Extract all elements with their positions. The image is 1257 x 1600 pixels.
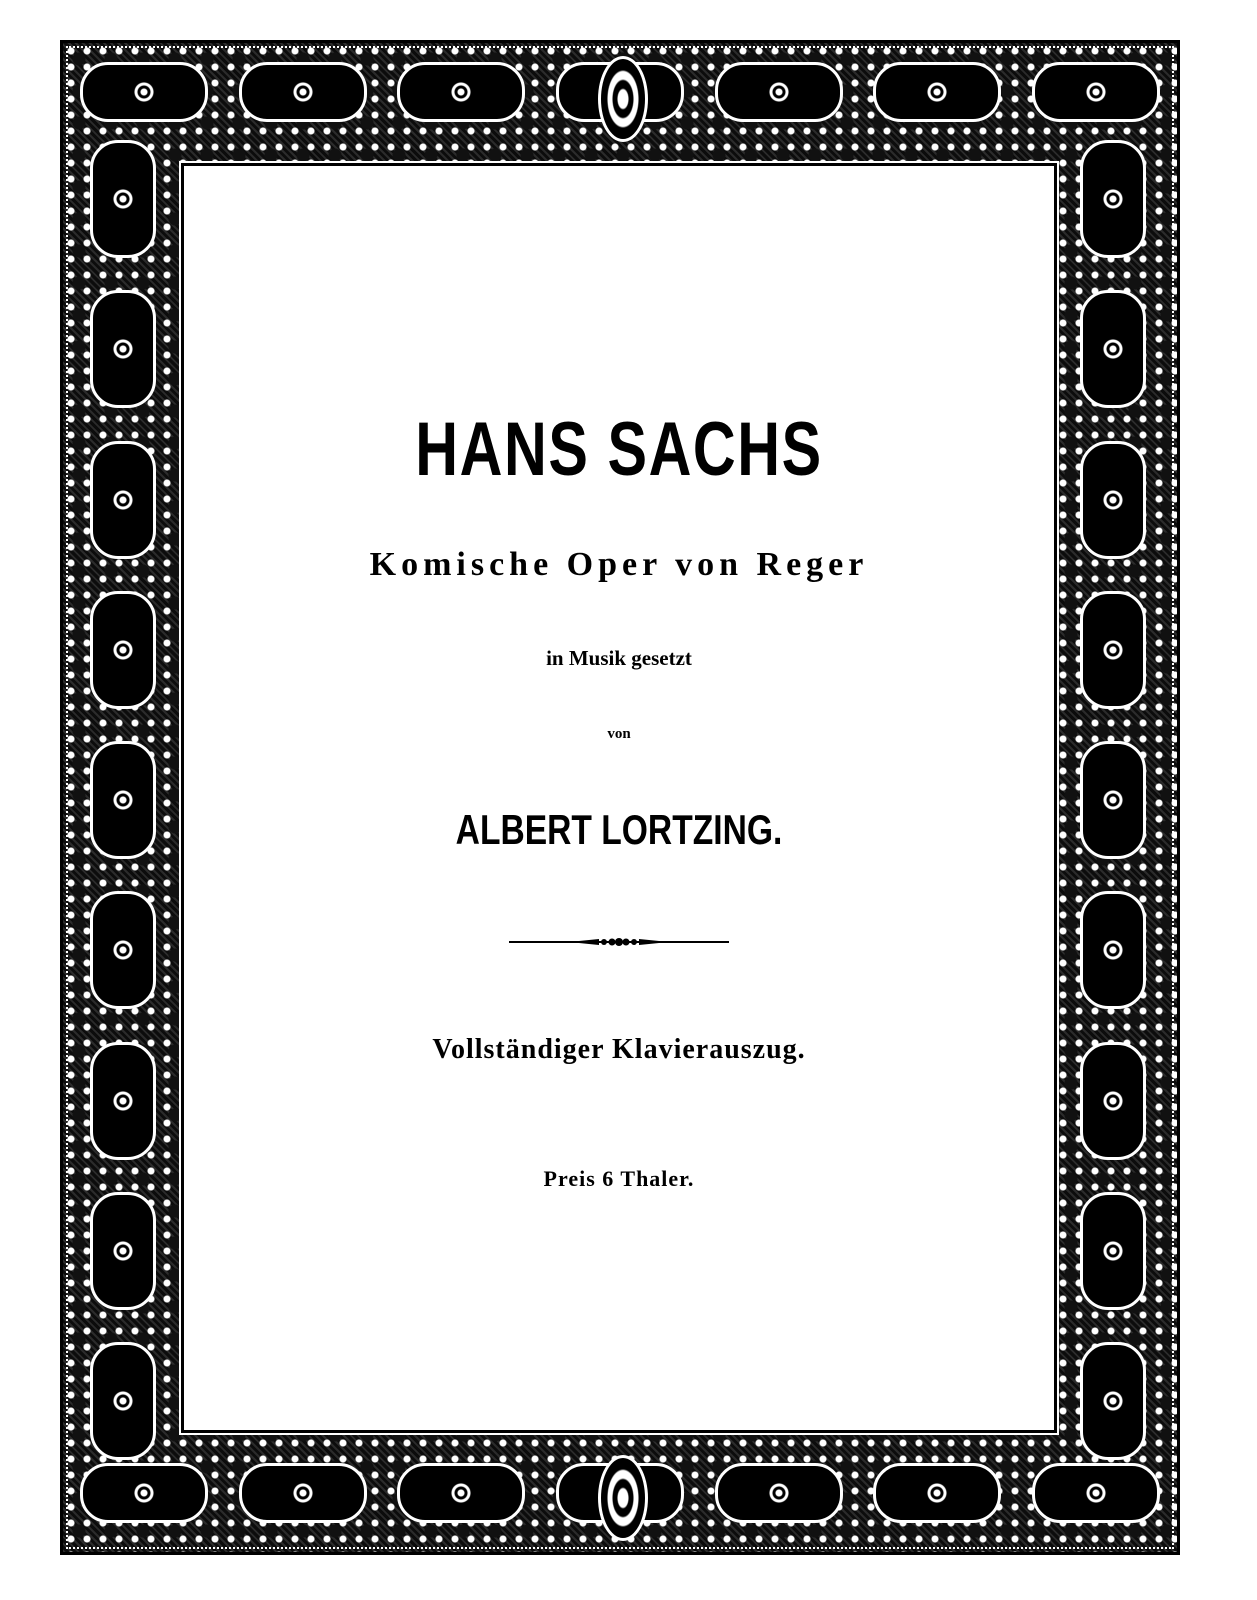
left-ornament-column bbox=[90, 140, 160, 1460]
decorative-rule bbox=[509, 936, 729, 948]
ornament-cartouche bbox=[90, 290, 156, 408]
ornament-cartouche bbox=[239, 62, 367, 122]
ornament-cartouche bbox=[239, 1463, 367, 1523]
ornament-cartouche bbox=[1032, 1463, 1160, 1523]
ornament-cartouche bbox=[90, 441, 156, 559]
opera-subtitle: Komische Oper von Reger bbox=[369, 546, 869, 583]
ornament-cartouche bbox=[90, 1042, 156, 1160]
composer-name: ALBERT LORTZING. bbox=[455, 806, 783, 853]
ornament-cartouche bbox=[90, 1192, 156, 1310]
ornament-cartouche bbox=[397, 1463, 525, 1523]
ornament-cartouche bbox=[1080, 1042, 1146, 1160]
by-line: von bbox=[607, 726, 631, 742]
ornament-cartouche bbox=[1080, 891, 1146, 1009]
ornament-cartouche bbox=[715, 62, 843, 122]
ornament-cartouche bbox=[90, 591, 156, 709]
ornament-cartouche bbox=[873, 1463, 1001, 1523]
ornament-cartouche bbox=[1080, 1342, 1146, 1460]
ornament-cartouche bbox=[397, 62, 525, 122]
ornament-cartouche bbox=[1080, 741, 1146, 859]
ornament-cartouche bbox=[1080, 140, 1146, 258]
ornament-cartouche bbox=[90, 1342, 156, 1460]
ornament-cartouche bbox=[90, 891, 156, 1009]
ornament-cartouche bbox=[1080, 1192, 1146, 1310]
bottom-center-medallion bbox=[598, 1455, 648, 1541]
ornament-cartouche bbox=[80, 62, 208, 122]
title-panel bbox=[181, 163, 1057, 1433]
price-line: Preis 6 Thaler. bbox=[543, 1166, 695, 1191]
ornament-cartouche bbox=[715, 1463, 843, 1523]
ornament-cartouche bbox=[90, 140, 156, 258]
edition-line: Vollständiger Klavierauszug. bbox=[432, 1034, 806, 1065]
ornament-cartouche bbox=[90, 741, 156, 859]
ornament-cartouche bbox=[873, 62, 1001, 122]
ornament-cartouche bbox=[80, 1463, 208, 1523]
set-to-music-line: in Musik gesetzt bbox=[546, 646, 692, 670]
ornament-cartouche bbox=[1080, 290, 1146, 408]
ornament-cartouche bbox=[1032, 62, 1160, 122]
right-ornament-column bbox=[1080, 140, 1150, 1460]
ornament-cartouche bbox=[1080, 441, 1146, 559]
ornament-cartouche bbox=[1080, 591, 1146, 709]
top-center-medallion bbox=[598, 56, 648, 142]
opera-title: HANS SACHS bbox=[415, 407, 823, 492]
